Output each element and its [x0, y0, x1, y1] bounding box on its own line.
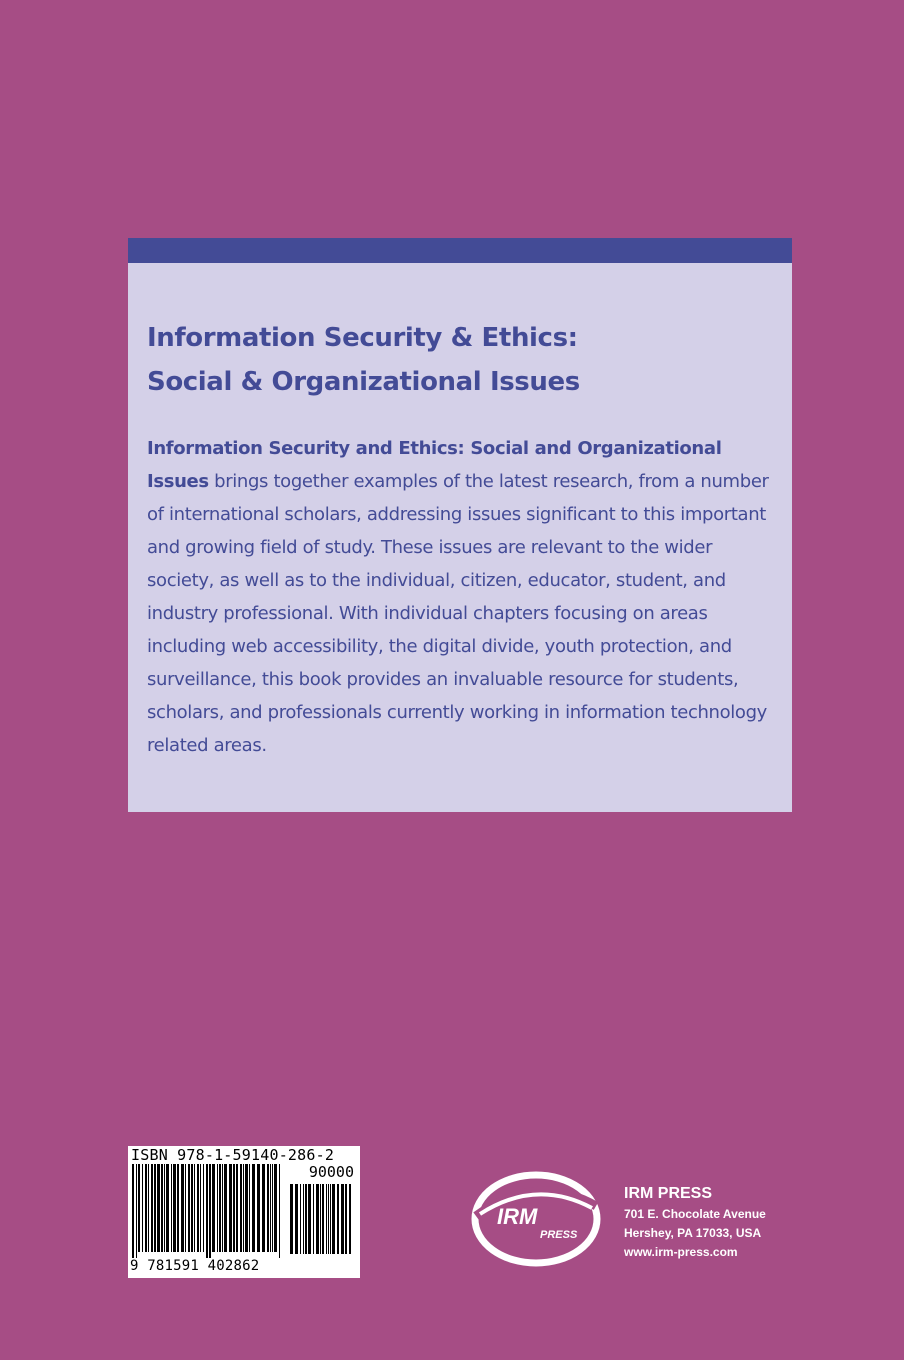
description-body: brings together examples of the latest research, from a number of international scholars, addressing issues significant to this important and growing field of study. These issues are relevant to the wider society, as well as to the individual, citizen, educator, student, and industry professional. With individual chapters focusing on areas including web accessibility, the digital divide, youth protection, and surveillance, this book provides an invaluable resource for students, scholars, and professionals currently working in information technology related areas.	[147, 471, 769, 756]
logo-tagline: PRESS	[540, 1229, 578, 1241]
book-description	[147, 432, 783, 762]
irm-press-logo	[470, 1168, 602, 1270]
barcode-bars-icon	[132, 1164, 282, 1258]
panel-top-bar	[128, 238, 792, 263]
description-lead: Information Security and Ethics: Social and Organizational Issues	[147, 438, 722, 492]
description-panel	[128, 238, 792, 812]
barcode-price-code: 90000	[308, 1163, 354, 1181]
logo-wordmark: IRM	[497, 1204, 538, 1229]
isbn-barcode	[128, 1146, 360, 1278]
book-title	[147, 316, 777, 404]
publisher-address-line-2: Hershey, PA 17033, USA	[624, 1226, 762, 1240]
publisher-name: IRM PRESS	[624, 1185, 713, 1202]
publisher-block	[624, 1183, 766, 1262]
publisher-address-line-1: 701 E. Chocolate Avenue	[624, 1207, 766, 1221]
barcode-digits: 9 781591 402862	[130, 1258, 260, 1274]
barcode-addon-bars-icon	[290, 1184, 354, 1256]
publisher-website: www.irm-press.com	[624, 1245, 738, 1259]
isbn-number: ISBN 978-1-59140-286-2	[131, 1146, 335, 1164]
book-title-line-2: Social & Organizational Issues	[147, 367, 580, 397]
book-title-line-1: Information Security & Ethics:	[147, 323, 578, 353]
